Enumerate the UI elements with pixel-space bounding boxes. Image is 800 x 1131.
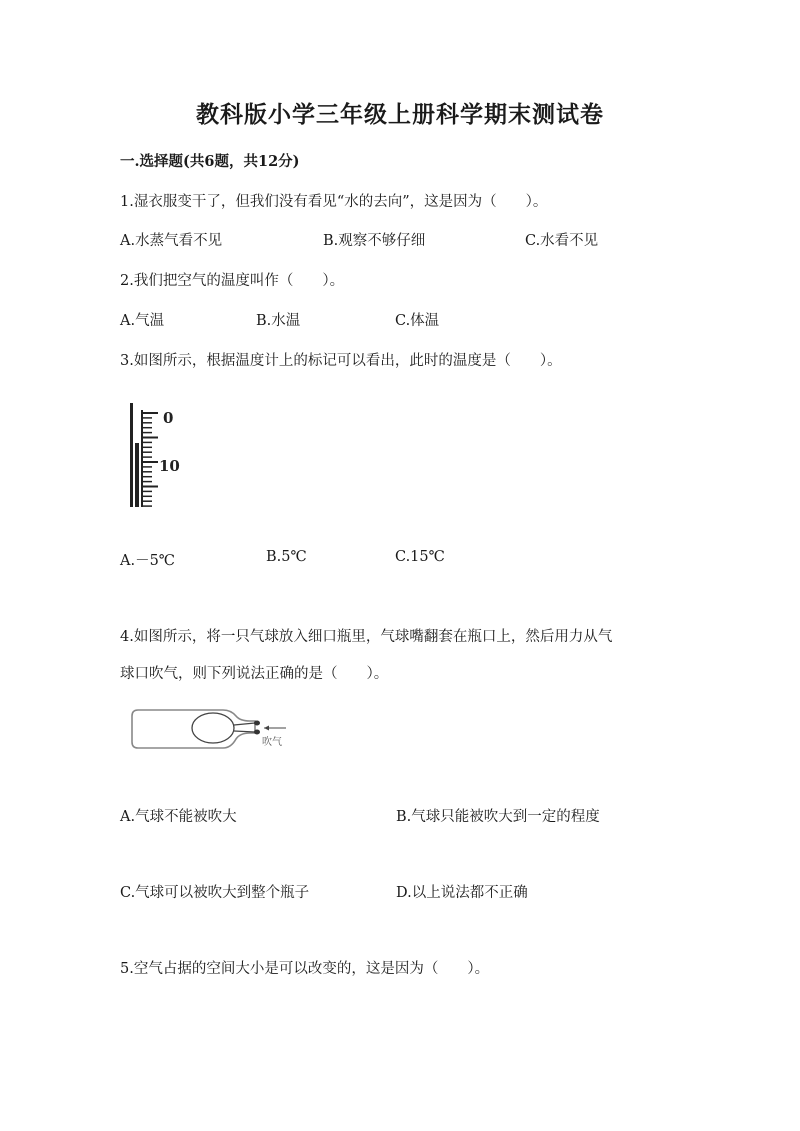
thermometer-tube-left — [130, 403, 133, 507]
question-1-option-a[interactable]: A.水蒸气看不见 — [120, 233, 223, 249]
question-1-option-b[interactable]: B.观察不够仔细 — [323, 233, 426, 249]
thermometer-liquid — [135, 443, 139, 507]
question-1-stem: 1.湿衣服变干了，但我们没有看见“水的去向”，这是因为（ ）。 — [120, 194, 548, 210]
thermometer-ticks — [143, 413, 158, 506]
blow-label: 吹气 — [262, 737, 282, 748]
bottle-outline — [132, 710, 255, 748]
question-2-option-a[interactable]: A.气温 — [120, 313, 165, 329]
question-4-option-b[interactable]: B.气球只能被吹大到一定的程度 — [396, 809, 600, 825]
question-3-option-b[interactable]: B.5℃ — [266, 549, 307, 565]
question-4-stem-line-1: 4.如图所示，将一只气球放入细口瓶里，气球嘴翻套在瓶口上，然后用力从气 — [120, 629, 613, 645]
question-4-option-c[interactable]: C.气球可以被吹大到整个瓶子 — [120, 885, 310, 901]
balloon-lip-bottom — [254, 730, 260, 735]
question-4-option-d[interactable]: D.以上说法都不正确 — [396, 885, 528, 901]
balloon-lip-top — [254, 721, 260, 726]
page-title: 教科版小学三年级上册科学期末测试卷 — [196, 101, 604, 128]
balloon-outline — [192, 713, 234, 743]
question-3-option-c[interactable]: C.15℃ — [395, 549, 445, 565]
thermometer-label-0: 0 — [163, 409, 174, 427]
question-2-option-b[interactable]: B.水温 — [256, 313, 301, 329]
blow-arrow-head — [264, 726, 269, 731]
question-4-stem-line-2: 球口吹气，则下列说法正确的是（ ）。 — [120, 666, 389, 682]
balloon-bottle-figure — [128, 706, 298, 758]
section-heading: 一.选择题(共6题，共12分) — [120, 153, 300, 170]
question-3-option-a[interactable]: A.－5℃ — [120, 553, 176, 569]
question-2-stem: 2.我们把空气的温度叫作（ ）。 — [120, 273, 345, 289]
question-3-stem: 3.如图所示，根据温度计上的标记可以看出，此时的温度是（ ）。 — [120, 353, 562, 369]
question-4-option-a[interactable]: A.气球不能被吹大 — [120, 809, 237, 825]
question-5-stem: 5.空气占据的空间大小是可以改变的，这是因为（ ）。 — [120, 961, 490, 977]
question-2-option-c[interactable]: C.体温 — [395, 313, 440, 329]
thermometer-figure — [125, 398, 195, 510]
thermometer-scale-line — [141, 410, 143, 507]
question-1-option-c[interactable]: C.水看不见 — [525, 233, 599, 249]
balloon-neck — [234, 723, 255, 732]
thermometer-label-10: 10 — [159, 457, 180, 475]
